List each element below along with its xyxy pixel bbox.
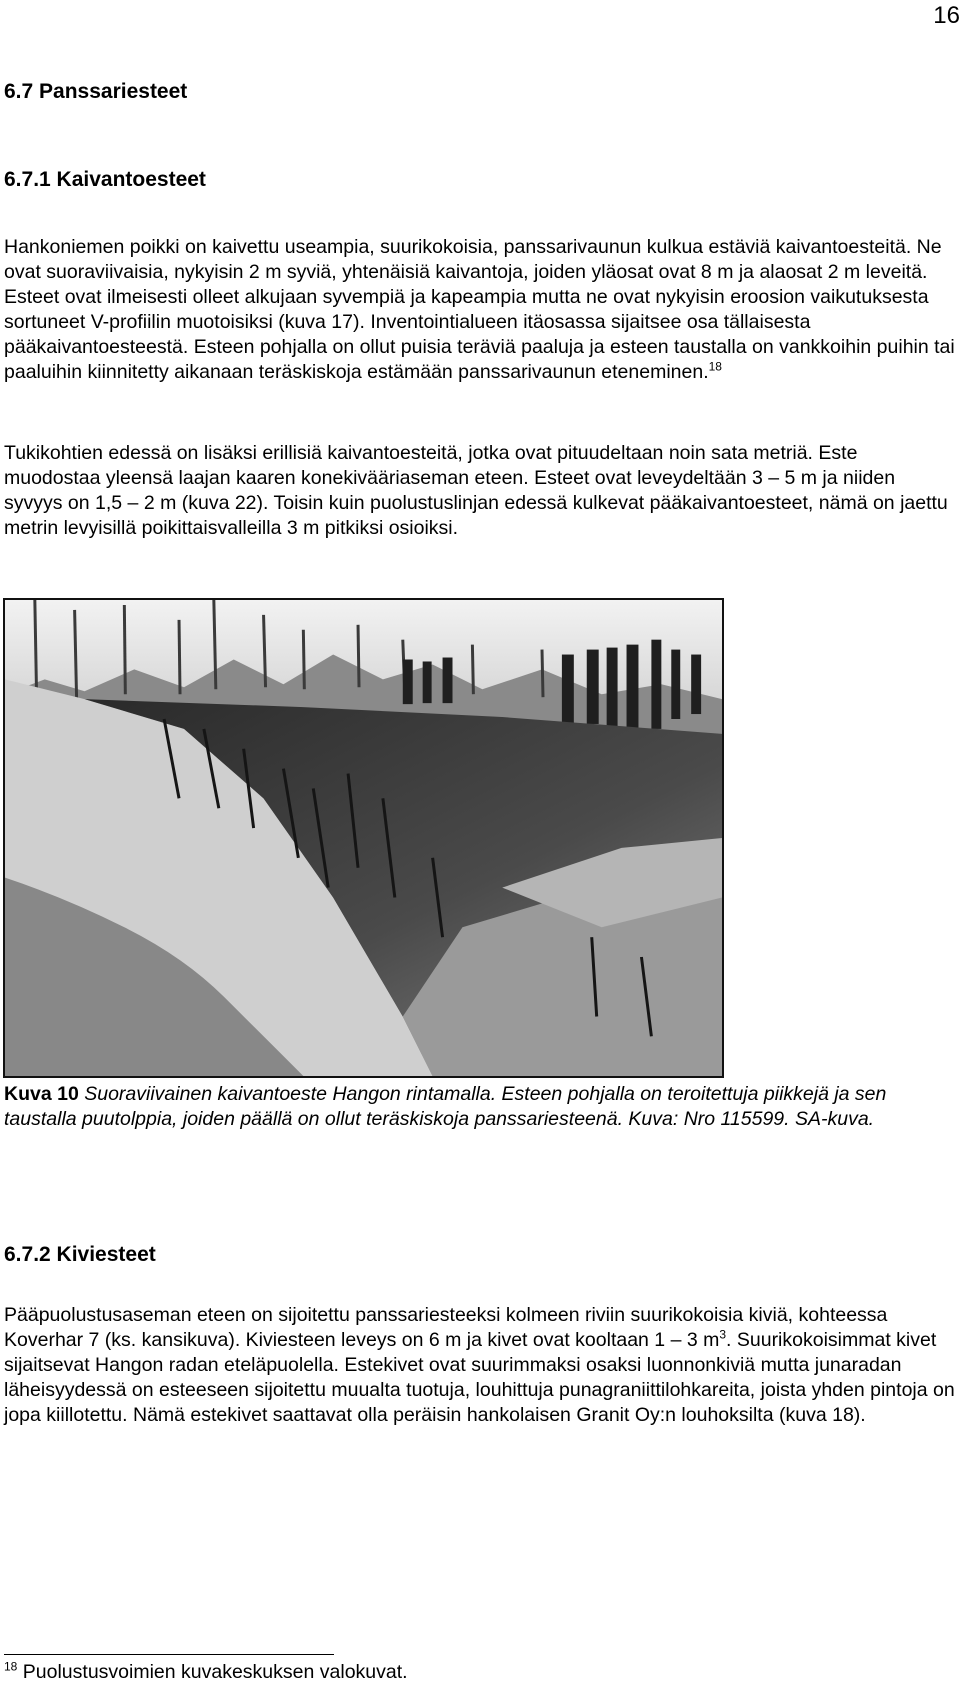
figure-label: Kuva 10 [4, 1083, 79, 1105]
subsection-heading-kiviesteet: 6.7.2 Kiviesteet [4, 1243, 156, 1266]
paragraph-text: Hankoniemen poikki on kaivettu useampia, suurikokoisia, panssarivaunun kulkua estäviä kaivantoesteitä. Ne ovat suoraviivaisia, nykyisin 2 m syviä, yhtenäisiä kaivantoja, joiden yläosat ovat 8 m ja alaosat 2 m leveitä. Esteet ovat ilmeisesti olleet alkujaan syvempiä ja kapeampia mutta ne ovat nykyisin eroosion vaikutuksesta sortuneet V-profiilin muotoisiksi (kuva 17). Inventointialueen itäosassa sijaitsee osa tällaisesta pääkaivantoesteestä. Esteen pohjalla on ollut puisia teräviä paaluja ja esteen taustalla on vankkoihin puihin tai paaluihin kiinnitetty aikanaan teräskiskoja estämään panssarivaunun eteneminen. [4, 236, 955, 383]
page-number: 16 [933, 2, 960, 29]
figure-caption-text: Suoraviivainen kaivantoeste Hangon rintamalla. Esteen pohjalla on teroitettuja piikkejä ja sen taustalla puutolppia, joiden päällä on ollut teräskiskoja panssariesteenä. Kuva: Nro 115599. SA-kuva. [4, 1083, 887, 1130]
footnote-separator [4, 1654, 334, 1655]
paragraph-kaivantoesteet-2: Tukikohtien edessä on lisäksi erillisiä kaivantoesteitä, jotka ovat pituudeltaan noin sata metriä. Este muodostaa yleensä laajan kaaren konekivääriaseman eteen. Esteet ovat leveydeltään 3 – 5 m ja niiden syvyys on 1,5 – 2 m (kuva 22). Toisin kuin puolustuslinjan edessä kulkevat pääkaivantoesteet, nämä on jaettu metrin levyisillä poikittaisvalleilla 3 m pitkiksi osioiksi. [4, 442, 948, 539]
subsection-heading-kaivantoesteet: 6.7.1 Kaivantoesteet [4, 168, 206, 191]
paragraph-kiviesteet [4, 1303, 956, 1428]
paragraph-kaivantoesteet-1 [4, 235, 956, 385]
footnote-text: Puolustusvoimien kuvakeskuksen valokuvat. [17, 1661, 408, 1683]
footnote-number: 18 [4, 1659, 18, 1674]
cubic-superscript: 3 [719, 1327, 727, 1342]
paragraph-text-a: Pääpuolustusaseman eteen on sijoitettu panssariesteeksi kolmeen riviin suurikokoisia kiviä, kohteessa Koverhar 7 (ks. kansikuva). Kiviesteen leveys on 6 m ja kivet ovat kooltaan 1 – 3 m [4, 1304, 888, 1351]
footnote-reference: 18 [708, 359, 722, 374]
photo-illustration [5, 600, 722, 1076]
section-heading: 6.7 Panssariesteet [4, 80, 188, 103]
figure-caption [4, 1082, 956, 1132]
paragraph-text-b: . Suurikokoisimmat kivet sijaitsevat Hangon radan eteläpuolella. Estekivet ovat suurimmaksi osaksi luonnonkiviä mutta junaradan läheisyydessä on esteeseen sijoitettu muualta tuotuja, louhittuja punagraniittilohkareita, joista yhden pintoja on jopa kiillotettu. Nämä estekivet saattavat olla peräisin hankolaisen Granit Oy:n louhoksilta (kuva 18). [4, 1329, 955, 1426]
footnote [4, 1660, 408, 1685]
photo-anti-tank-trench [3, 598, 724, 1078]
